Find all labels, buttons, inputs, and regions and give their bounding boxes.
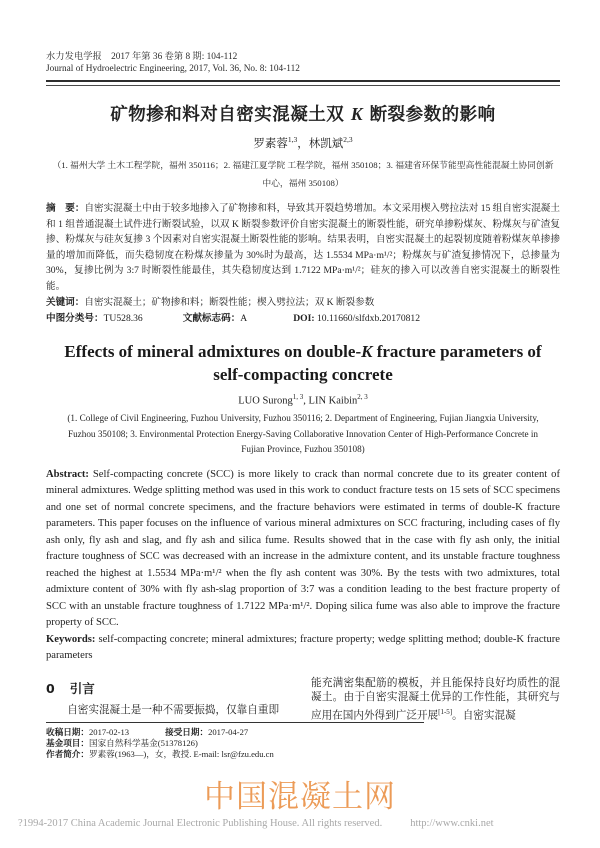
footnote-divider xyxy=(46,722,424,723)
author-bio-label: 作者简介： xyxy=(46,749,89,760)
section-number: 0 xyxy=(46,680,55,696)
received-date xyxy=(46,727,129,737)
footnotes xyxy=(46,727,274,761)
journal-citation-cn: 水力发电学报 2017 年第 36 卷第 8 期: 104-112 xyxy=(46,52,238,62)
article-title-en xyxy=(62,340,544,386)
authors-cn xyxy=(46,135,560,151)
affiliation-cn: （1. 福州大学 土木工程学院，福州 350116；2. 福建江夏学院 工程学院，福州 350108；3. 福建省环保节能型高性能混凝土协同创新中心，福州 350108） xyxy=(52,160,554,188)
clc-number-label: 中图分类号： xyxy=(46,313,104,325)
keywords-cn xyxy=(46,295,560,311)
fund-value: 国家自然科学基金(51378126) xyxy=(88,738,198,749)
citation-reference-superscript: [1-5] xyxy=(438,708,453,717)
doi-label: DOI: xyxy=(293,313,315,325)
received-date-value: 2017-02-13 xyxy=(88,727,130,737)
footnote-dates xyxy=(46,727,274,738)
abstract-cn-text: 自密实混凝土中由于较多地掺入了矿物掺和料，导致其开裂趋势增加。本文采用楔入劈拉法对 15 组自密实混凝土和 1 组普通混凝土试件进行断裂试验，以双 K 断裂参数评价自密实混凝土的断裂性能，研究单掺粉煤灰、粉煤灰与矿渣复掺、粉煤灰与硅灰复掺 3 个因素对自密实混凝土断裂性能的影响。结果表明，自密实混凝土的起裂韧度随着粉煤灰单掺掺量的增加而降低，而失稳韧度在粉煤灰掺量为 30%时为最高，达 1.5534 MPa·m¹/²；粉煤灰与矿渣复掺情况下，总掺量为 30%，复掺比例为 3:7 时断裂性能最佳，其失稳韧度达到 1.7122 MPa·m¹/²；硅灰的掺入可以改善自密实混凝土的断裂性能。 xyxy=(46,203,561,292)
fund-label: 基金项目： xyxy=(46,738,89,749)
title-cn-post: 断裂参数的影响 xyxy=(363,105,496,125)
doi-value: 10.11660/slfdxb.20170812 xyxy=(316,313,421,325)
abstract-en-label: Abstract: xyxy=(46,468,89,480)
accepted-date-value: 2017-04-27 xyxy=(208,727,249,737)
abstract-cn xyxy=(46,201,560,295)
document-code-label: 文献标志码： xyxy=(182,313,241,325)
clc-number xyxy=(46,311,143,327)
accepted-date-label: 接受日期： xyxy=(165,727,209,737)
copyright-line xyxy=(18,818,494,829)
footnote-fund xyxy=(46,738,274,749)
title-en-post: fracture parameters of self-compacting concrete xyxy=(213,341,542,384)
author-cn-1: 罗素蓉 xyxy=(253,138,288,150)
author-en-1: LUO Surong xyxy=(238,395,293,407)
cnki-url: http://www.cnki.net xyxy=(410,818,494,829)
watermark-china-concrete-net: 中国混凝土网 xyxy=(204,779,396,815)
author-cn-2: 林凯斌 xyxy=(308,138,344,150)
abstract-en xyxy=(46,467,560,632)
footnote-author-bio xyxy=(46,749,274,760)
keywords-en-label: Keywords: xyxy=(46,633,96,645)
intro-right-text-pre: 能充满密集配筋的模板，并且能保持良好均质性的混凝土。由于自密实混凝土优异的工作性能，其研究与应用在国内外得到广泛开展 xyxy=(311,677,560,722)
title-cn-pre: 矿物掺和料对自密实混凝土双 xyxy=(110,105,351,125)
affiliation-en: (1. College of Civil Engineering, Fuzhou University, Fuzhou 350116; 2. Department of Engineering, Fujian Jiangxia University, Fuzhou 350108; 3. Environmental Protection Energy-Saving Collaborative Innovation Center of High-Performance Concrete in Fujian Province, Fuzhou 350108) xyxy=(67,413,539,455)
authors-en-separator: , xyxy=(303,395,309,407)
copyright-text: ?1994-2017 China Academic Journal Electronic Publishing House. All rights reserved. xyxy=(18,818,383,829)
header-divider xyxy=(46,80,560,86)
keywords-en xyxy=(46,632,560,665)
section-heading xyxy=(46,679,295,697)
authors-cn-separator: ， xyxy=(297,138,309,150)
introduction-columns xyxy=(46,677,560,724)
abstract-en-text: Self-compacting concrete (SCC) is more likely to crack than normal concrete due to its greater content of mineral admixtures. Wedge splitting method was used in this work to conduct fracture tests on 15 sets of SCC specimens and one set of normal concrete specimens, and the fracture behaviors were estimated in terms of double-K fracture parameters. This paper focuses on the influence of various mineral admixtures on SCC fracturing, including cases of fly ash only, fly ash and slag, and fly ash and silica fume. Results showed that in the case with fly ash only, the initial fracture toughness of SCC was decreased with an increase in the admixture content, and its unstable fracture toughness reached the highest at 1.5534 MPa·m¹/² when the fly ash content was 30%. By the tests with two admixtures, total admixture content of 30% with fly ash-slag proportion of 3:7 was a condition leading to the best fracture property of SCC with an unstable fracture toughness of 1.7122 MPa·m¹/². Doping silica fume was also able to improve the fracture property of SCC. xyxy=(46,468,560,629)
intro-right-column xyxy=(311,677,560,724)
document-code-value: A xyxy=(240,313,248,325)
keywords-en-text: self-compacting concrete; mineral admixtures; fracture property; wedge splitting method; double-K fracture parameters xyxy=(46,633,560,662)
author-en-2-superscript: 2, 3 xyxy=(357,392,368,401)
title-en-k-variable: K xyxy=(361,341,373,361)
classification-row xyxy=(46,311,560,327)
author-en-1-superscript: 1, 3 xyxy=(292,392,304,401)
author-cn-2-superscript: 2,3 xyxy=(343,135,353,145)
section-title: 引言 xyxy=(69,680,95,696)
accepted-date xyxy=(165,727,248,737)
clc-number-value: TU528.36 xyxy=(103,313,143,325)
author-en-2: LIN Kaibin xyxy=(308,395,358,407)
received-date-label: 收稿日期： xyxy=(46,727,89,737)
abstract-cn-label: 摘 要： xyxy=(46,203,85,214)
title-en-pre: Effects of mineral admixtures on double- xyxy=(64,341,362,361)
authors-en xyxy=(46,393,560,407)
title-cn-k-variable: K xyxy=(350,104,364,124)
keywords-cn-label: 关键词： xyxy=(46,296,85,308)
intro-right-text-post: 。自密实混凝 xyxy=(452,710,516,722)
document-code xyxy=(183,311,248,327)
article-title-cn xyxy=(46,101,560,126)
journal-header xyxy=(46,52,560,75)
author-cn-1-superscript: 1,3 xyxy=(287,135,298,145)
doi xyxy=(293,311,420,327)
intro-paragraph-left: 自密实混凝土是一种不需要振捣，仅靠自重即 xyxy=(67,704,280,716)
intro-left-column xyxy=(46,677,295,724)
author-bio-value: 罗素蓉(1963—)，女，教授. E-mail: lsr@fzu.edu.cn xyxy=(88,749,274,760)
journal-citation-en: Journal of Hydroelectric Engineering, 2017, Vol. 36, No. 8: 104-112 xyxy=(46,63,300,74)
keywords-cn-text: 自密实混凝土；矿物掺和料；断裂性能；楔入劈拉法；双 K 断裂参数 xyxy=(84,296,375,308)
intro-paragraph-right xyxy=(311,677,560,724)
